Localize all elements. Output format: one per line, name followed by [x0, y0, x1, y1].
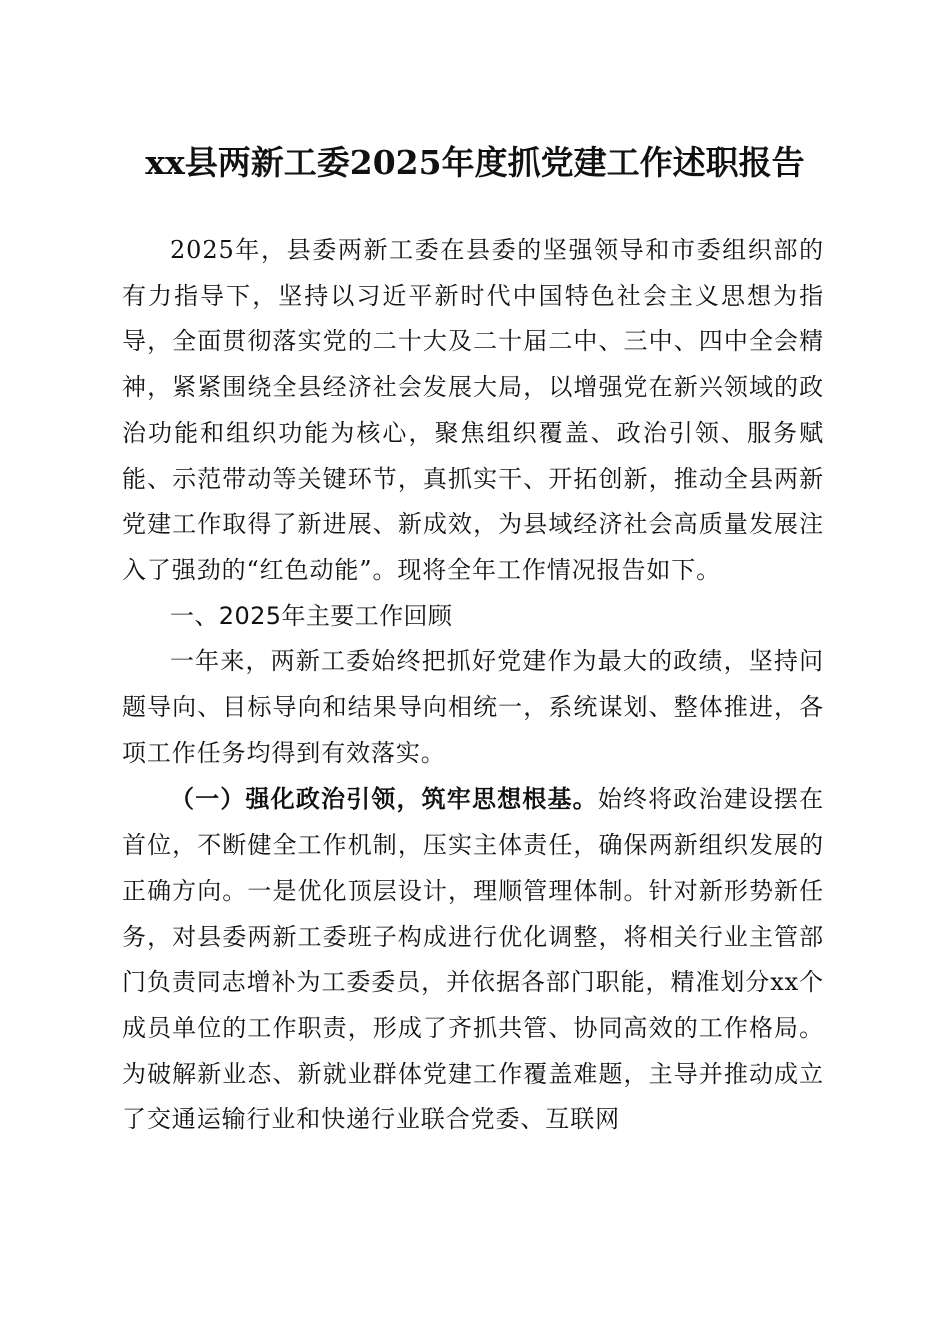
subsection-text: 始终将政治建设摆在首位，不断健全工作机制，压实主体责任，确保两新组织发展的正确方向。一是优化顶层设计，理顺管理体制。针对新形势新任务，对县委两新工委班子构成进行优化调整，将相关行业主管部门负责同志增补为工委委员，并依据各部门职能，精准划分xx个成员单位的工作职责，形成了齐抓共管、协同高效的工作格局。为破解新业态、新就业群体党建工作覆盖难题，主导并推动成立了交通运输行业和快递行业联合党委、互联网 — [122, 785, 824, 1134]
document-body — [122, 228, 824, 1143]
subsection-paragraph — [122, 776, 824, 1143]
section-heading: 一、2025年主要工作回顾 — [170, 601, 453, 630]
document-title: xx县两新工委2025年度抓党建工作述职报告 — [145, 143, 805, 182]
intro-paragraph: 2025年，县委两新工委在县委的坚强领导和市委组织部的有力指导下，坚持以习近平新时代中国特色社会主义思想为指导，全面贯彻落实党的二十大及二十届二中、三中、四中全会精神，紧紧围绕全县经济社会发展大局，以增强党在新兴领域的政治功能和组织功能为核心，聚焦组织覆盖、政治引领、服务赋能、示范带动等关键环节，真抓实干、开拓创新，推动全县两新党建工作取得了新进展、新成效，为县域经济社会高质量发展注入了强劲的“红色动能”。现将全年工作情况报告如下。 — [122, 236, 824, 584]
subsection-heading: （一）强化政治引领，筑牢思想根基。 — [170, 784, 598, 814]
section-paragraph: 一年来，两新工委始终把抓好党建作为最大的政绩，坚持问题导向、目标导向和结果导向相统一，系统谋划、整体推进，各项工作任务均得到有效落实。 — [122, 647, 824, 767]
